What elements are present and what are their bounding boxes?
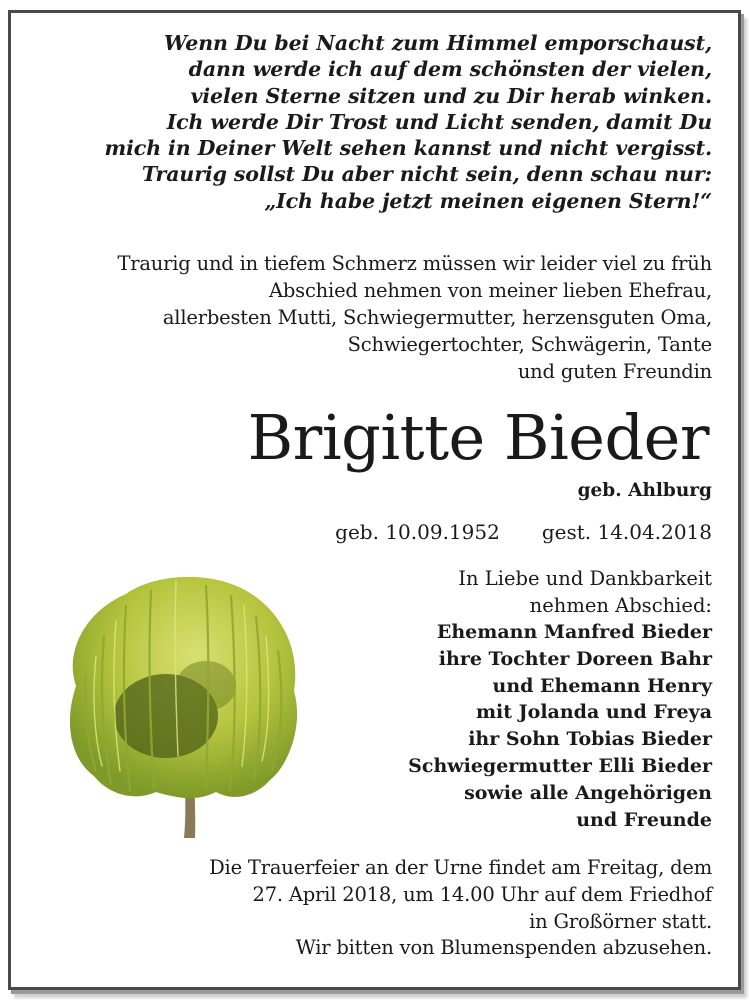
intro-line: Schwiegertochter, Schwägerin, Tante (347, 333, 712, 356)
poem-line: vielen Sterne sitzen und zu Dir herab winken. (190, 83, 712, 108)
mourner-line: sowie alle Angehörigen (464, 781, 712, 804)
intro-line: und guten Freundin (517, 360, 712, 383)
farewell-intro-line: nehmen Abschied: (529, 593, 712, 617)
mourner-line: ihre Tochter Doreen Bahr (438, 647, 712, 670)
poem-line: Traurig sollst Du aber nicht sein, denn schau nur: (141, 162, 712, 187)
mourner-line: und Freunde (576, 808, 712, 831)
intro-text (32, 250, 712, 385)
willow-tree-icon (56, 566, 306, 841)
funeral-line: Die Trauerfeier an der Urne findet am Freitag, dem (209, 856, 712, 879)
intro-line: allerbesten Mutti, Schwiegermutter, herzensguten Oma, (162, 306, 712, 329)
poem (52, 30, 712, 214)
poem-line: dann werde ich auf dem schönsten der vielen, (188, 57, 712, 82)
maiden-name: geb. Ahlburg (577, 480, 712, 501)
funeral-line: 27. April 2018, um 14.00 Uhr auf dem Friedhof (252, 882, 712, 906)
farewell-intro (292, 566, 712, 619)
poem-line: Wenn Du bei Nacht zum Himmel emporschaust, (164, 31, 712, 55)
funeral-info (32, 855, 712, 962)
death-date: gest. 14.04.2018 (541, 520, 712, 544)
mourner-line: und Ehemann Henry (492, 674, 712, 697)
life-dates (335, 520, 712, 544)
mourner-line: ihr Sohn Tobias Bieder (468, 728, 712, 751)
mourner-line: Ehemann Manfred Bieder (436, 621, 712, 643)
poem-line: Ich werde Dir Trost und Licht senden, damit Du (166, 109, 712, 134)
mourner-line: Schwiegermutter Elli Bieder (408, 754, 712, 777)
deceased-name: Brigitte Bieder (247, 401, 709, 474)
mourner-line: mit Jolanda und Freya (475, 701, 712, 724)
funeral-line: in Großörner statt. (529, 909, 712, 933)
farewell-intro-line: In Liebe und Dankbarkeit (458, 567, 712, 590)
birth-date: geb. 10.09.1952 (335, 520, 500, 544)
intro-line: Traurig und in tiefem Schmerz müssen wir leider viel zu früh (117, 252, 712, 275)
intro-line: Abschied nehmen von meiner lieben Ehefrau, (268, 279, 712, 302)
funeral-line: Wir bitten von Blumenspenden abzusehen. (295, 936, 712, 960)
poem-line: mich in Deiner Welt sehen kannst und nicht vergisst. (104, 136, 712, 161)
poem-line: „Ich habe jetzt meinen eigenen Stern!“ (264, 188, 712, 213)
mourners-list (292, 619, 712, 833)
